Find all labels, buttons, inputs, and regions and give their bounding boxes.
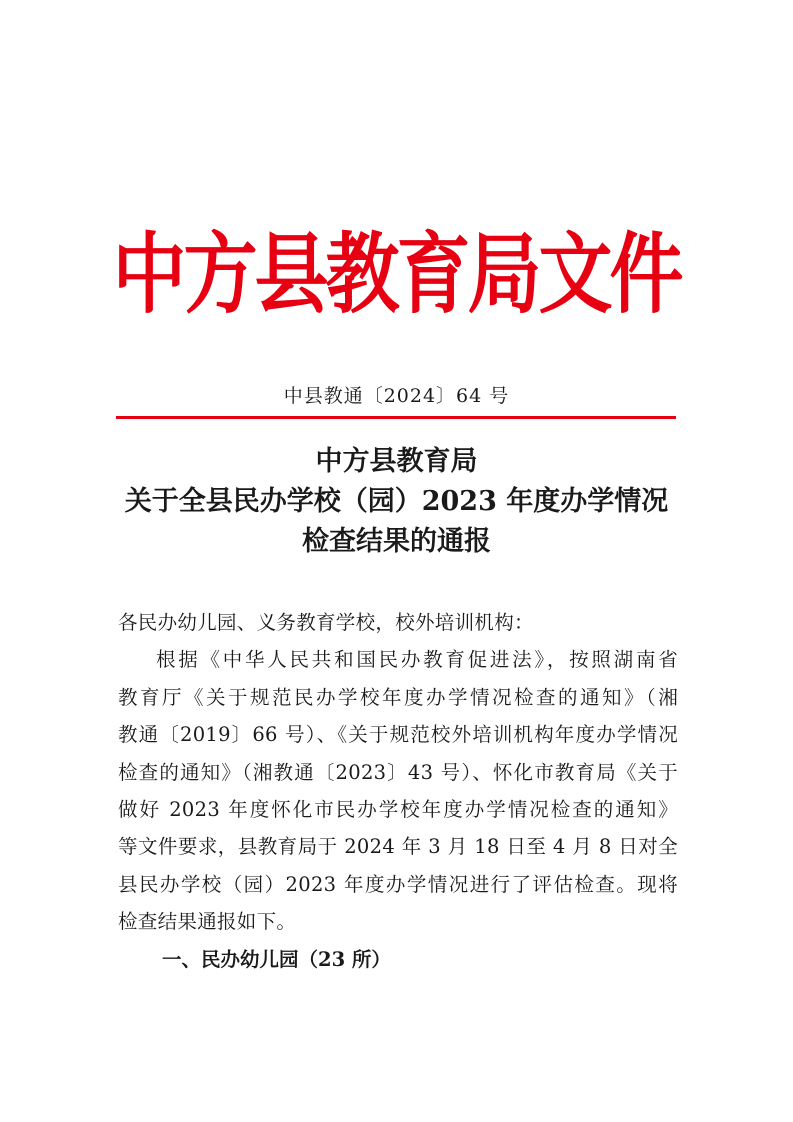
paragraph-line: 做好 2023 年度怀化市民办学校年度办学情况检查的通知》: [118, 797, 678, 821]
notice-body: [118, 604, 678, 978]
title-line-2: 关于全县民办学校（园）2023 年度办学情况: [124, 486, 669, 517]
title-line-1: 中方县教育局: [315, 446, 478, 477]
document-number: 中县教通〔2024〕64 号: [283, 385, 510, 407]
paragraph-line: 根据《中华人民共和国民办教育促进法》，按照湖南省: [156, 648, 678, 672]
masthead-title: 中方县教育局文件: [112, 224, 681, 326]
paragraph-line: 检查结果通报如下。: [118, 910, 297, 934]
paragraph-line: 教育厅《关于规范民办学校年度办学情况检查的通知》（湘: [118, 685, 678, 709]
paragraph-line: 检查的通知》（湘教通〔2023〕43 号）、怀化市教育局《关于: [118, 760, 678, 784]
notice-title: [0, 442, 793, 562]
paragraph-line: 教通〔2019〕66 号）、《关于规范校外培训机构年度办学情况: [118, 723, 678, 747]
paragraph-line: 县民办学校（园）2023 年度办学情况进行了评估检查。现将: [118, 872, 678, 896]
paragraph-line: 等文件要求，县教育局于 2024 年 3 月 18 日至 4 月 8 日对全: [118, 835, 678, 859]
salutation: 各民办幼儿园、义务教育学校，校外培训机构：: [118, 611, 534, 634]
section-heading: 一、民办幼儿园（23 所）: [162, 947, 391, 971]
red-divider-rule: [116, 416, 676, 419]
title-line-3: 检查结果的通报: [302, 526, 491, 557]
